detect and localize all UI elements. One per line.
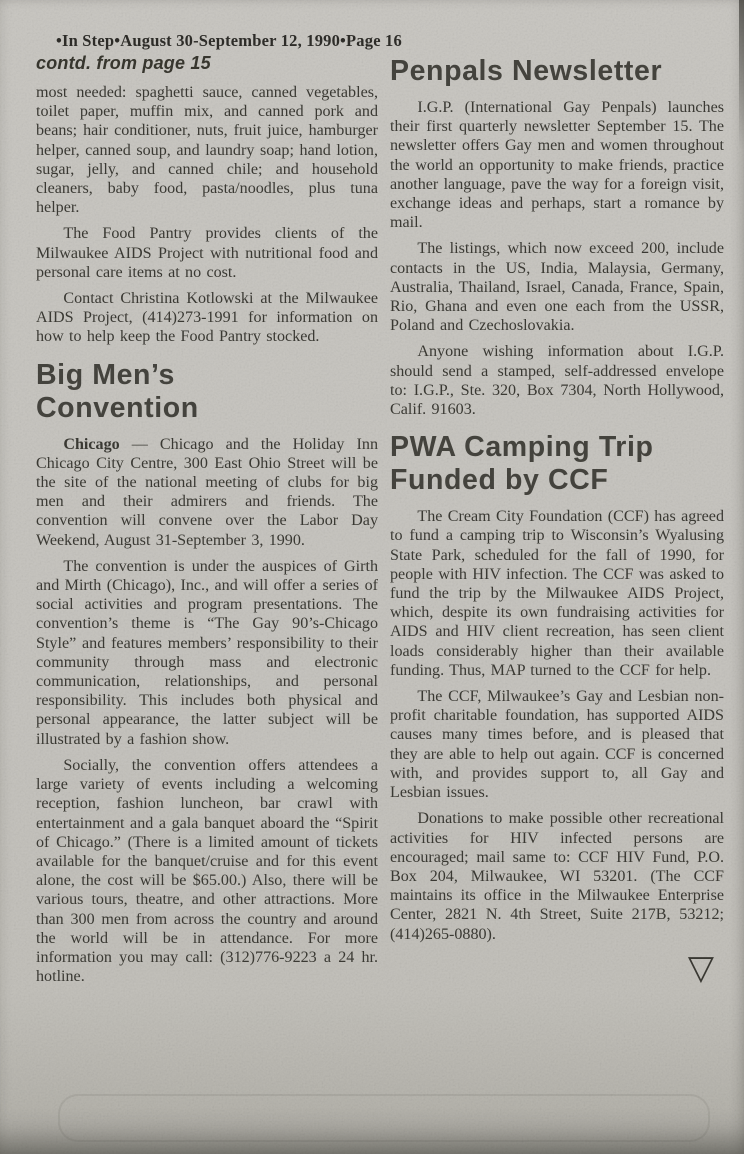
headline-line: PWA Camping Trip	[390, 431, 654, 464]
dateline: Chicago	[63, 435, 120, 453]
dateline-dash: —	[131, 435, 148, 453]
article-paragraph: Contact Christina Kotlowski at the Milwaukee AIDS Project, (414)273-1991 for information on how to help keep the Food Pantry stocked.	[36, 290, 378, 346]
article-paragraph: The CCF, Milwaukee’s Gay and Lesbian non-profit charitable foundation, has supported AIDS causes many times before, and is pleased that they are able to help out again. CCF is concerned with, and provides support to, all Gay and Lesbian issues.	[390, 688, 724, 802]
left-column	[36, 53, 378, 993]
continued-note: contd. from page 15	[36, 53, 211, 73]
scan-edge-shadow	[739, 0, 744, 150]
article-paragraph: Donations to make possible other recreational activities for HIV infected persons are encouraged; mail same to: CCF HIV Fund, P.O. Box 204, Milwaukee, WI 53201. (The CCF maintains its office in the Milwaukee Enterprise Center, 2821 N. 4th Street, Suite 217B, 53212; (414)265-0880).	[390, 810, 724, 943]
article-paragraph: Socially, the convention offers attendees a large variety of events including a welcoming reception, fashion luncheon, bar crawl with entertainment and a gala banquet aboard the “Spirit of Chicago.” (There is a limited amount of tickets available for the banquet/cruise and for this event alone, the cost will be $65.00.) Also, there will be various tours, theatre, and other attractions. More than 300 men from across the country and around the world will be in attendance. For more information you may call: (312)776-9223 a 24 hr. hotline.	[36, 756, 378, 986]
headline-line: Convention	[36, 391, 199, 424]
headline-line: Funded by CCF	[390, 464, 609, 497]
headline-penpals-newsletter	[390, 55, 724, 88]
headline-pwa-camping-trip	[390, 431, 724, 497]
article-paragraph: The convention is under the auspices of Girth and Mirth (Chicago), Inc., and will offer a series of social activities and program presentations. The convention’s theme is “The Gay 90’s-Chicago Style” and features members’ responsibility to their community through mass and electronic communication, relationships, and personal responsibility. This includes both physical and personal appearance, the latter subject will be illustrated by a fashion show.	[36, 557, 378, 748]
article-paragraph: The listings, which now exceed 200, include contacts in the US, India, Malaysia, Germany, Australia, Thailand, Israel, Canada, France, Spain, Rio, Ghana and even one each from the USSR, Poland and Czechoslovakia.	[390, 240, 724, 335]
article-paragraph: Anyone wishing information about I.G.P. should send a stamped, self-addressed envelope to: I.G.P., Ste. 320, Box 7304, North Hollywood, Calif. 91603.	[390, 343, 724, 419]
headline-big-mens-convention	[36, 359, 378, 425]
article-paragraph: The Food Pantry provides clients of the Milwaukee AIDS Project with nutritional food and personal care items at no cost.	[36, 225, 378, 281]
headline-line: Big Men’s	[36, 358, 175, 391]
end-of-article-icon: ▽	[687, 947, 714, 988]
article-paragraph: most needed: spaghetti sauce, canned vegetables, toilet paper, muffin mix, and canned pork and beans; hair conditioner, nuts, fruit juice, hamburger helper, canned soup, and laundry soap; hand lotion, sugar, jelly, and canned chile; and household cleaners, baby food, pasta/noodles, plus tuna helper.	[36, 84, 378, 217]
article-paragraph: I.G.P. (International Gay Penpals) launches their first quarterly newsletter September 15. The newsletter offers Gay men and women throughout the world an opportunity to make friends, practice another language, pave the way for a foreign visit, exchange ideas and perhaps, start a romance by mail.	[390, 99, 724, 232]
article-paragraph: The Cream City Foundation (CCF) has agreed to fund a camping trip to Wisconsin’s Wyalusing State Park, scheduled for the fall of 1990, for people with HIV infection. The CCF was asked to fund the trip by the Milwaukee AIDS Project, which, despite its own fundraising activities for AIDS and HIV client recreation, has seen client loads considerably higher than their available funding. Thus, MAP turned to the CCF for help.	[390, 508, 724, 679]
article-lead-paragraph	[36, 435, 378, 550]
lead-text: Chicago and the Holiday Inn Chicago City Centre, 300 East Ohio Street will be the site of the national meeting of clubs for big men and their admirers and friends. The convention will convene over the Labor Day Weekend, August 31-September 3, 1990.	[36, 435, 378, 549]
masthead: •In Step•August 30-September 12, 1990•Page 16	[56, 31, 402, 50]
end-marker-row	[390, 947, 724, 988]
ghost-box-artifact	[58, 1094, 710, 1142]
headline-line: Penpals Newsletter	[390, 55, 663, 87]
right-column	[390, 53, 724, 988]
